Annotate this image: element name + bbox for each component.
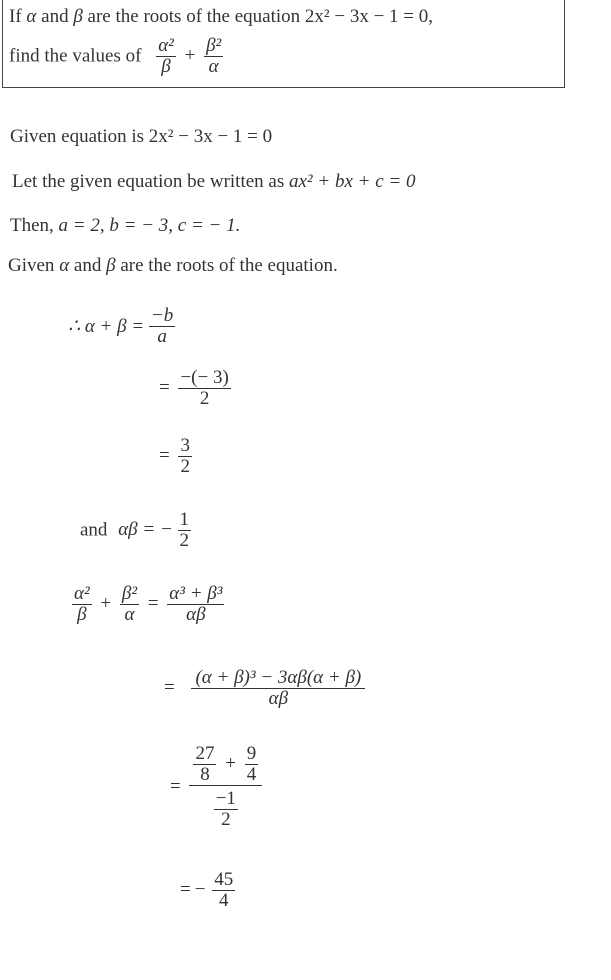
expr-eq: = (147, 593, 159, 615)
problem-frac2-den: α (204, 56, 223, 77)
expr-step1-den: αβ (191, 688, 365, 709)
expression-step-1 (160, 668, 365, 709)
expr-step2-n2: 9 (246, 743, 257, 764)
expr-frac2-den: α (120, 604, 139, 625)
roots-and: and (73, 255, 102, 276)
expr-frac2-num: β² (121, 583, 138, 604)
problem-comma: , (428, 6, 434, 27)
then-values: a = 2, b = − 3, c = − 1. (58, 215, 241, 236)
problem-frac2-num: β² (206, 35, 222, 56)
sum-den: a (149, 326, 175, 347)
problem-line-2 (9, 36, 223, 77)
expr-step2-bottom (189, 785, 262, 830)
expr-frac1-den: β (72, 604, 92, 625)
problem-fraction-2 (204, 36, 223, 77)
solution-given-line (10, 126, 272, 148)
expr-final-eq: = (180, 879, 191, 901)
expr-final-den: 4 (212, 890, 235, 911)
expr-final-sign: − (194, 879, 206, 901)
product-line (80, 510, 191, 551)
solution-let-line (12, 171, 415, 193)
expr-step2-d1: 8 (193, 764, 216, 785)
product-den: 2 (179, 529, 190, 551)
expr-step2-bd: 2 (214, 809, 238, 830)
expr-step1-eq: = (164, 677, 175, 699)
product-and: and (80, 519, 108, 541)
expr-rhs-frac (167, 584, 224, 625)
sum-fraction (149, 306, 175, 347)
let-text: Let the given equation be written as (12, 171, 285, 192)
problem-equation: 2x² − 3x − 1 = 0 (304, 6, 429, 27)
expr-rhs-num: α³ + β³ (169, 583, 223, 604)
expr-step1-num: (α + β)³ − 3αβ(α + β) (195, 667, 362, 688)
expr-frac1-num: α² (74, 583, 90, 604)
problem-plus: + (184, 45, 196, 67)
problem-text: are the roots of the equation (87, 6, 301, 27)
roots-given: Given (8, 255, 55, 276)
expr-step2-eq: = (170, 775, 181, 797)
sum-step2-num: 3 (180, 435, 190, 456)
sum-step-1 (155, 368, 231, 409)
let-equation: ax² + bx + c = 0 (289, 171, 416, 192)
product-lhs: αβ = − (118, 519, 173, 541)
problem-find-text: find the values of (9, 45, 142, 67)
solution-then-line (10, 215, 240, 237)
expr-frac1 (72, 584, 92, 625)
expr-plus: + (100, 593, 112, 615)
roots-alpha: α (59, 255, 70, 276)
then-text: Then, (10, 215, 54, 236)
expr-step2-top (189, 744, 262, 785)
problem-line-1 (9, 6, 433, 28)
expr-rhs-den: αβ (167, 604, 224, 625)
expr-step1-frac (191, 668, 365, 709)
expression-line (72, 584, 224, 625)
expr-step2-bn: −1 (215, 787, 236, 809)
expression-final (176, 870, 235, 911)
given-text: Given equation is (10, 126, 145, 147)
sum-step2-den: 2 (180, 455, 190, 477)
expr-step2-frac-neg1-2 (214, 789, 238, 830)
problem-frac1-num: α² (158, 35, 174, 56)
sum-step1-fraction (178, 368, 230, 409)
sum-step2-fraction (178, 436, 192, 477)
roots-text: are the roots of the equation. (120, 255, 338, 276)
expression-step-2 (166, 744, 262, 830)
sum-step2-eq: = (159, 445, 170, 467)
sum-step1-num: −(− 3) (180, 367, 229, 388)
expr-step2-plus: + (225, 753, 236, 775)
problem-and: and (41, 6, 69, 27)
solution-roots-line (8, 255, 338, 277)
product-num: 1 (179, 509, 190, 530)
sum-lhs: ∴ α + β = (68, 315, 145, 337)
problem-fraction-1 (156, 36, 176, 77)
roots-beta: β (106, 255, 116, 276)
expr-final-num: 45 (214, 869, 234, 890)
sum-step-2 (155, 436, 192, 477)
problem-alpha: α (26, 6, 37, 27)
problem-beta: β (73, 6, 83, 27)
sum-num: −b (150, 305, 174, 326)
problem-frac1-den: β (156, 56, 176, 77)
expr-step2-frac-27-8 (193, 744, 216, 785)
sum-step1-eq: = (159, 377, 170, 399)
problem-if: If (9, 6, 22, 27)
expr-step2-frac-9-4 (245, 744, 259, 785)
expr-step2-d2: 4 (246, 763, 257, 785)
expr-final-frac (212, 870, 235, 911)
expr-frac2 (120, 584, 139, 625)
sum-step1-den: 2 (178, 388, 230, 409)
expr-step2-n1: 27 (195, 743, 215, 764)
product-fraction (178, 510, 192, 551)
sum-line (68, 306, 175, 347)
given-equation: 2x² − 3x − 1 = 0 (148, 126, 273, 147)
expr-step2-complex-frac (189, 744, 262, 830)
